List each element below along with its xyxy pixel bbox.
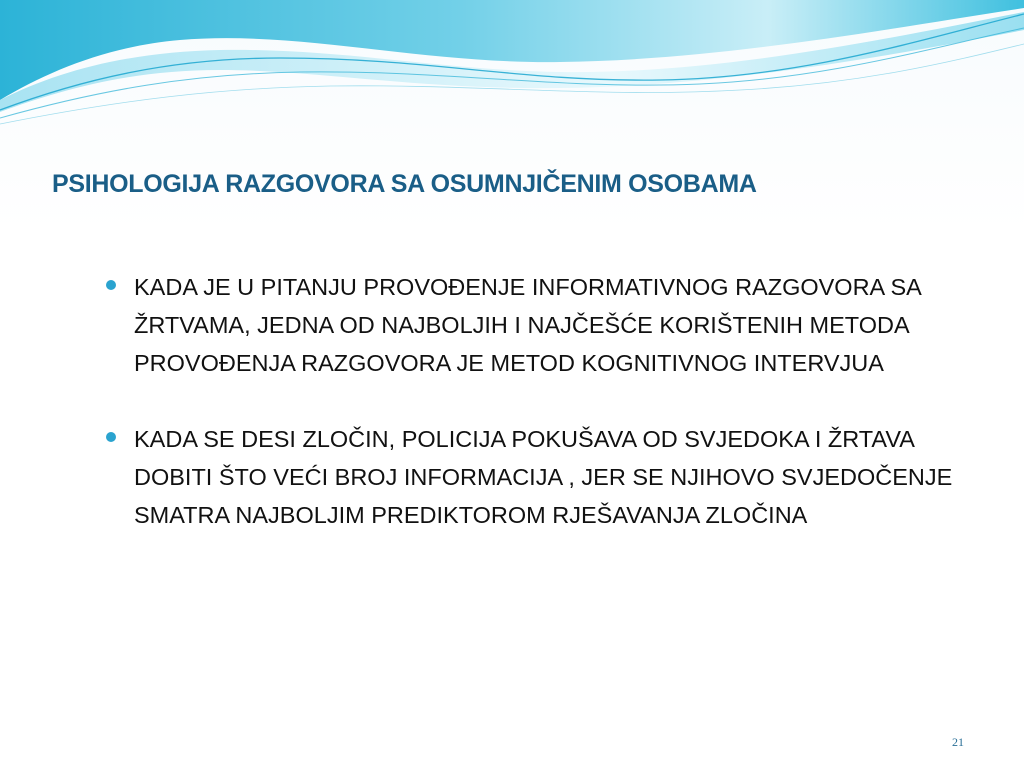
bullet-list bbox=[106, 268, 976, 572]
bullet-text: KADA JE U PITANJU PROVOĐENJE INFORMATIVNOG RAZGOVORA SA ŽRTVAMA, JEDNA OD NAJBOLJIH I NAJČEŠĆE KORIŠTENIH METODA PROVOĐENJA RAZGOVORA JE METOD KOGNITIVNOG INTERVJUA bbox=[134, 274, 921, 376]
bullet-dot-icon bbox=[106, 280, 116, 290]
bullet-item bbox=[106, 420, 976, 534]
slide-title: PSIHOLOGIJA RAZGOVORA SA OSUMNJIČENIM OSOBAMA bbox=[52, 170, 757, 198]
bullet-text: KADA SE DESI ZLOČIN, POLICIJA POKUŠAVA OD SVJEDOKA I ŽRTAVA DOBITI ŠTO VEĆI BROJ INFORMACIJA , JER SE NJIHOVO SVJEDOČENJE SMATRA NAJBOLJIM PREDIKTOROM RJEŠAVANJA ZLOČINA bbox=[134, 426, 953, 528]
bullet-dot-icon bbox=[106, 432, 116, 442]
page-number: 21 bbox=[952, 735, 964, 749]
decorative-wave-header bbox=[0, 0, 1024, 130]
bullet-item bbox=[106, 268, 976, 382]
